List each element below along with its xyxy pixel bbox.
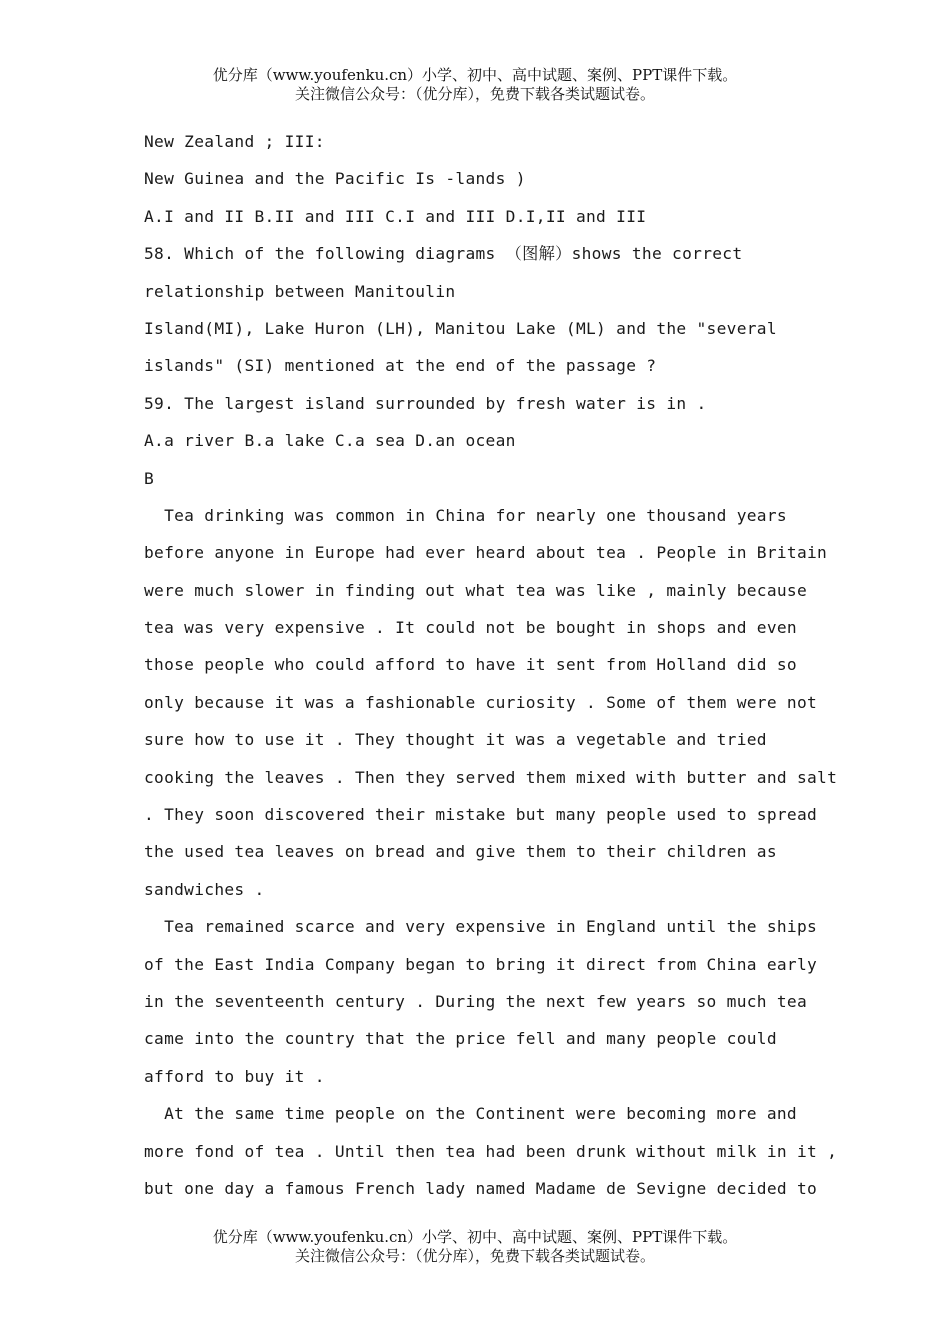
text-line: New Zealand ; III: — [144, 132, 325, 151]
passage-line: of the East India Company began to bring it direct from China early — [144, 954, 818, 974]
passage-line: cooking the leaves . Then they served them mixed with butter and salt — [144, 767, 838, 787]
passage-line: At the same time people on the Continent were becoming more and — [144, 1104, 797, 1124]
passage-line: Tea remained scarce and very expensive in England until the ships — [144, 917, 818, 937]
passage-line: only because it was a fashionable curiosity . Some of them were not — [144, 692, 818, 712]
passage-line: came into the country that the price fell and many people could — [144, 1029, 777, 1049]
passage-line: more fond of tea . Until then tea had been drunk without milk in it , — [144, 1141, 838, 1161]
page-footer — [0, 1228, 950, 1266]
passage-line: sandwiches . — [144, 879, 265, 899]
passage-line: . They soon discovered their mistake but many people used to spread — [144, 805, 818, 825]
question-57-options: A.I and II B.II and III C.I and III D.I,II and III — [144, 206, 647, 226]
footer-line-1: 优分库（www.youfenku.cn）小学、初中、高中试题、案例、PPT课件下载。 — [212, 1228, 738, 1246]
text-line: islands" (SI) mentioned at the end of the passage ? — [144, 356, 657, 376]
footer-line-2: 关注微信公众号：（优分库），免费下载各类试题试卷。 — [294, 1247, 655, 1265]
passage-line: the used tea leaves on bread and give them to their children as — [144, 842, 777, 862]
passage-line: tea was very expensive . It could not be bought in shops and even — [144, 618, 797, 638]
question-58: 58. Which of the following diagrams （图解）shows the correct — [144, 244, 743, 264]
page-header — [0, 66, 950, 104]
section-heading-b: B — [144, 468, 155, 488]
document-body — [144, 123, 838, 1207]
question-59-options: A.a river B.a lake C.a sea D.an ocean — [144, 431, 516, 451]
passage-line: afford to buy it . — [144, 1066, 325, 1086]
question-59: 59. The largest island surrounded by fresh water is in . — [144, 393, 707, 413]
passage-line: in the seventeenth century . During the next few years so much tea — [144, 991, 808, 1011]
text-line: relationship between Manitoulin — [144, 281, 456, 301]
header-line-2: 关注微信公众号：（优分库），免费下载各类试题试卷。 — [294, 85, 655, 103]
passage-line: those people who could afford to have it sent from Holland did so — [144, 655, 797, 675]
passage-line: sure how to use it . They thought it was a vegetable and tried — [144, 730, 767, 750]
passage-line: were much slower in finding out what tea was like , mainly because — [144, 580, 808, 600]
header-line-1: 优分库（www.youfenku.cn）小学、初中、高中试题、案例、PPT课件下载。 — [212, 66, 738, 84]
text-line: New Guinea and the Pacific Is -lands ) — [144, 169, 526, 189]
passage-line: Tea drinking was common in China for nearly one thousand years — [144, 505, 787, 525]
text-line: Island(MI), Lake Huron (LH), Manitou Lake (ML) and the "several — [144, 318, 777, 338]
passage-line: before anyone in Europe had ever heard about tea . People in Britain — [144, 543, 828, 563]
passage-line: but one day a famous French lady named Madame de Sevigne decided to — [144, 1178, 818, 1198]
